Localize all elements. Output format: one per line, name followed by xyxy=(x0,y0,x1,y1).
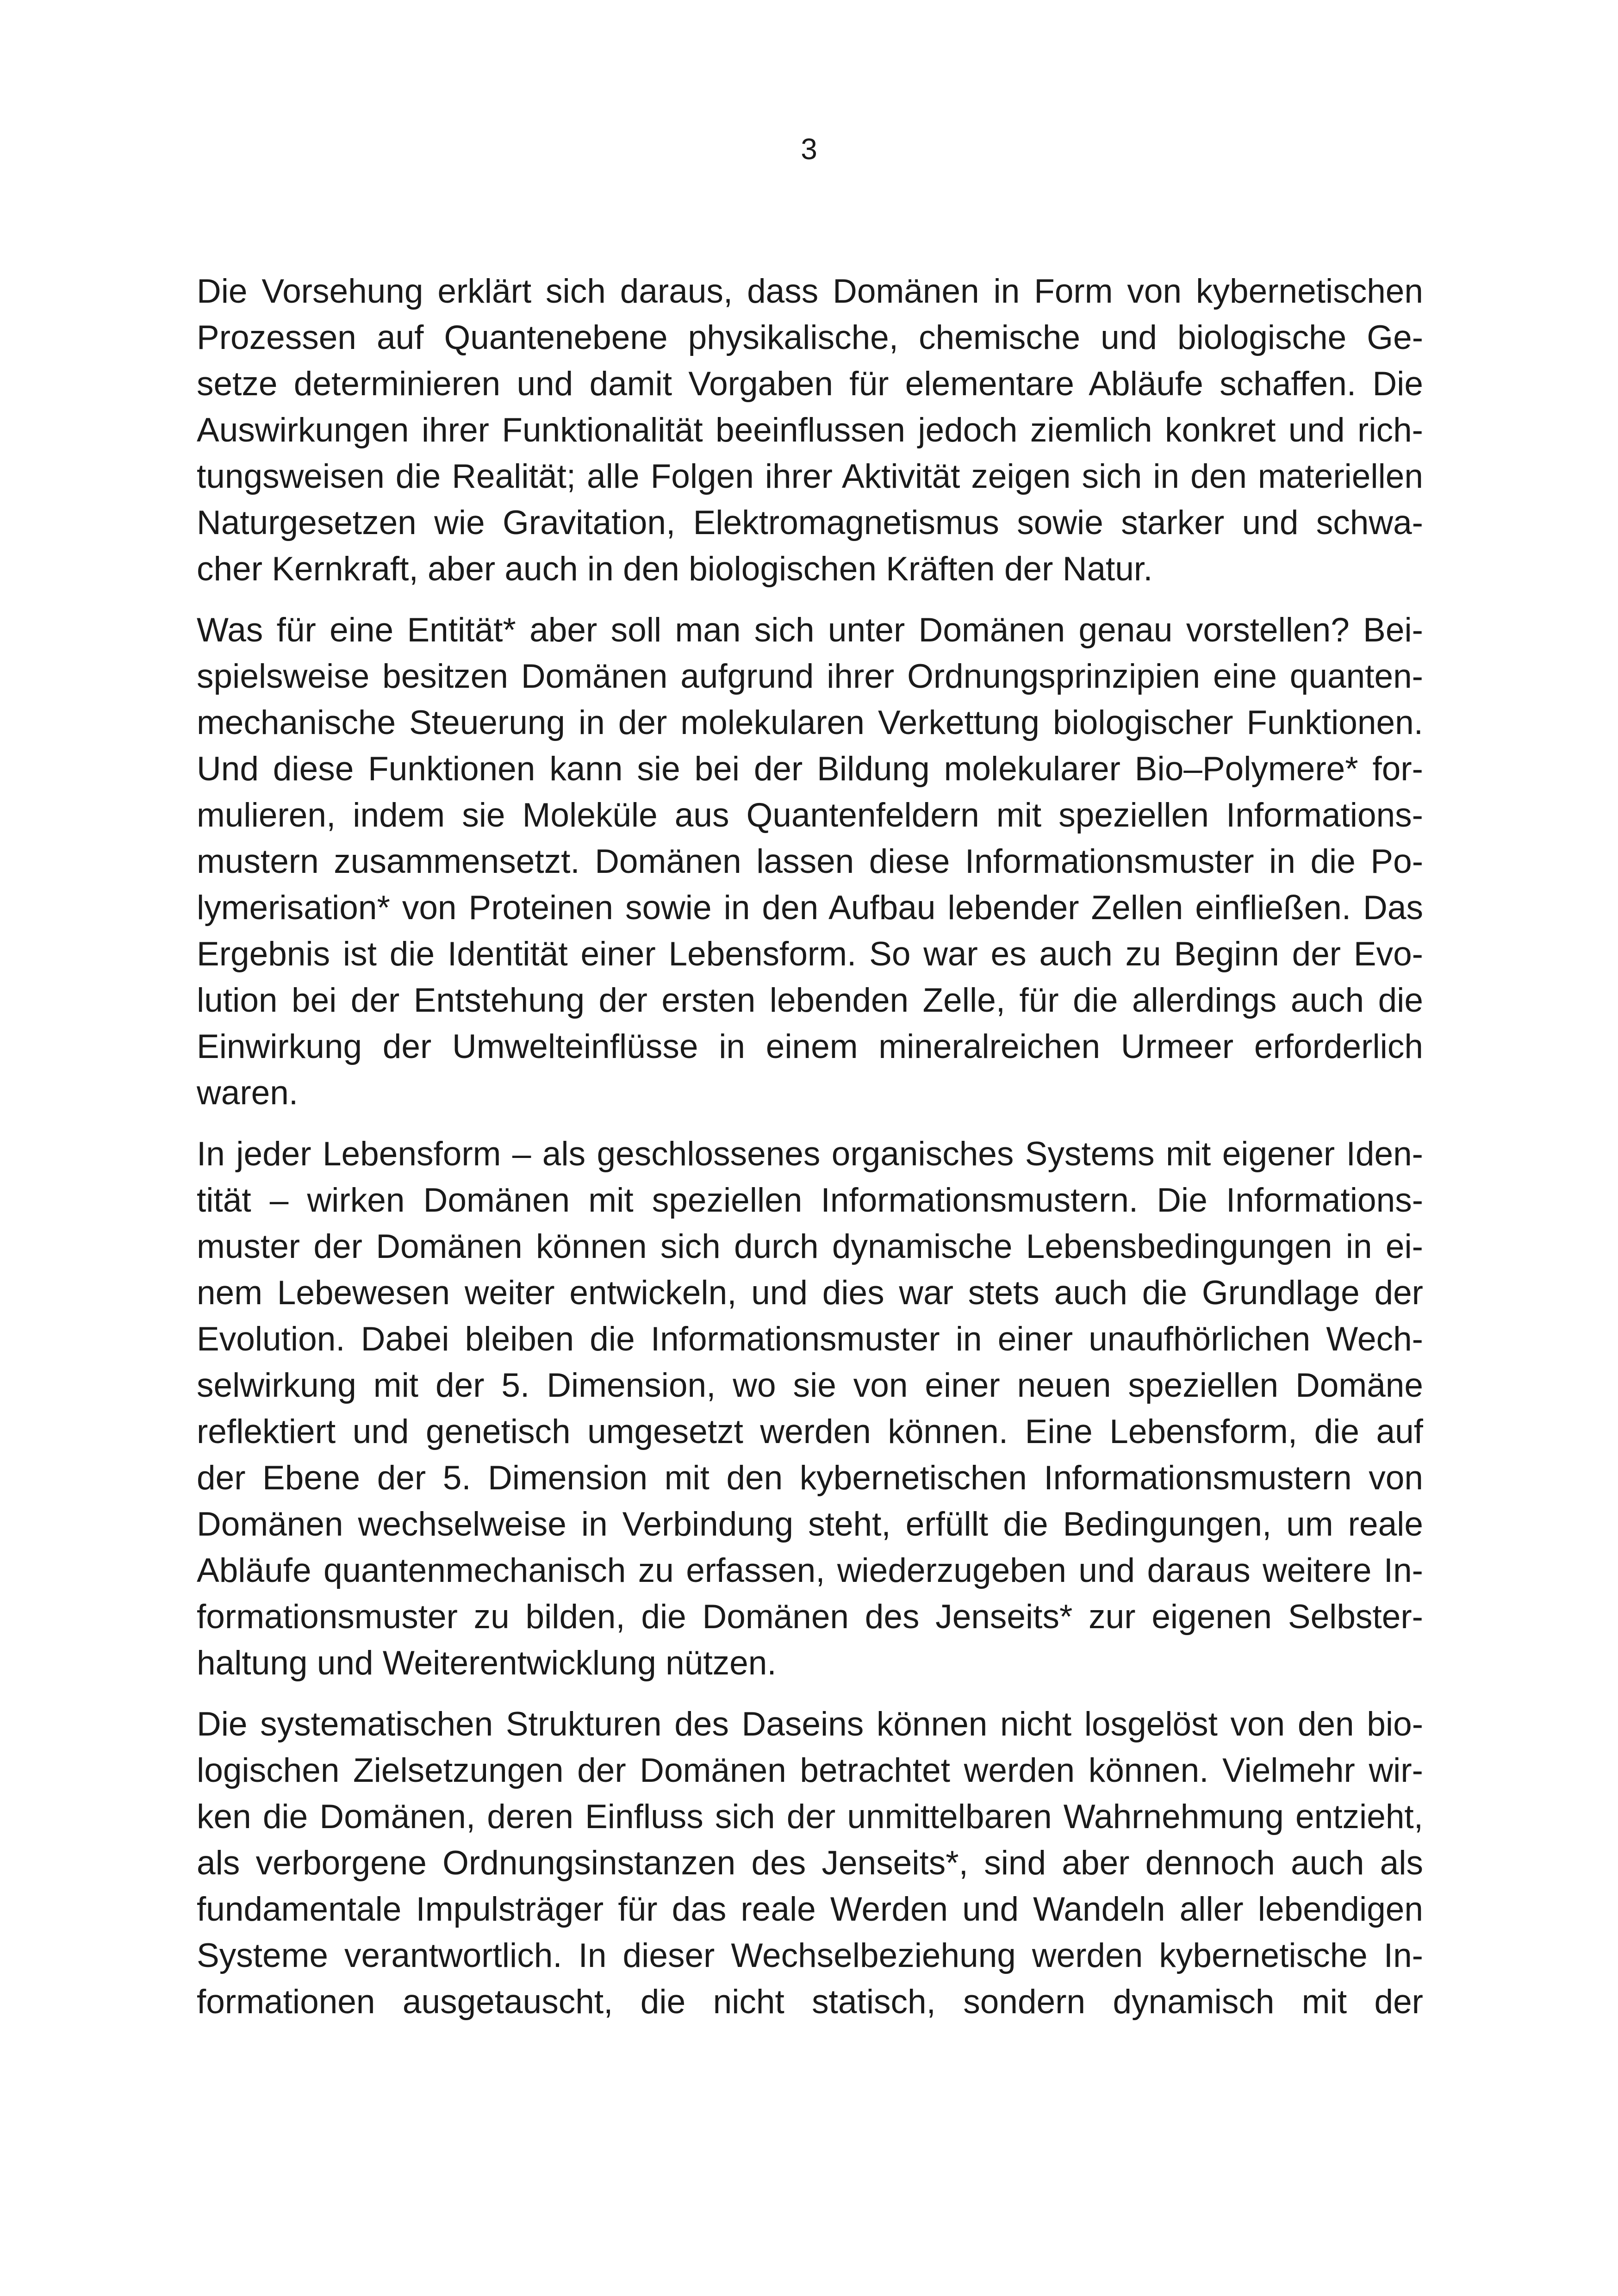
text-line: der Ebene der 5. Dimension mit den kybernetischen Informationsmustern von xyxy=(197,1459,1423,1497)
text-line: fundamentale Impulsträger für das reale Werden und Wandeln aller lebendigen xyxy=(197,1891,1423,1928)
text-line: Was für eine Entität* aber soll man sich unter Domänen genau vorstellen? Bei- xyxy=(197,611,1423,649)
text-line: haltung und Weiterentwicklung nützen. xyxy=(197,1644,777,1682)
text-line: Systeme verantwortlich. In dieser Wechselbeziehung werden kybernetische In- xyxy=(197,1937,1423,1974)
text-line: selwirkung mit der 5. Dimension, wo sie von einer neuen speziellen Domäne xyxy=(197,1367,1423,1404)
text-line: Und diese Funktionen kann sie bei der Bildung molekularer Bio–Polymere* for- xyxy=(197,750,1423,788)
text-line: cher Kernkraft, aber auch in den biologischen Kräften der Natur. xyxy=(197,550,1153,588)
text-line: Die Vorsehung erklärt sich daraus, dass Domänen in Form von kybernetischen xyxy=(197,273,1423,310)
text-line: In jeder Lebensform – als geschlossenes organisches Systems mit eigener Iden- xyxy=(197,1135,1423,1173)
text-line: mechanische Steuerung in der molekularen Verkettung biologischer Funktionen. xyxy=(197,704,1423,741)
text-line: Domänen wechselweise in Verbindung steht, erfüllt die Bedingungen, um reale xyxy=(197,1506,1423,1543)
text-line: Die systematischen Strukturen des Daseins können nicht losgelöst von den bio- xyxy=(197,1705,1423,1743)
text-line: Abläufe quantenmechanisch zu erfassen, wiederzugeben und daraus weitere In- xyxy=(197,1552,1423,1589)
text-line: als verborgene Ordnungsinstanzen des Jenseits*, sind aber dennoch auch als xyxy=(197,1844,1423,1882)
text-line: lution bei der Entstehung der ersten lebenden Zelle, für die allerdings auch die xyxy=(197,982,1423,1019)
paragraph-2 xyxy=(197,607,1423,1116)
text-line: lymerisation* von Proteinen sowie in den Aufbau lebender Zellen einfließen. Das xyxy=(197,889,1423,927)
paragraph-3 xyxy=(197,1131,1423,1686)
text-line: ken die Domänen, deren Einfluss sich der unmittelbaren Wahrnehmung entzieht, xyxy=(197,1798,1423,1836)
text-line: spielsweise besitzen Domänen aufgrund ihrer Ordnungsprinzipien eine quanten- xyxy=(197,658,1423,695)
paragraph-1 xyxy=(197,268,1423,592)
text-line: Auswirkungen ihrer Funktionalität beeinflussen jedoch ziemlich konkret und rich- xyxy=(197,411,1423,449)
text-line: Naturgesetzen wie Gravitation, Elektromagnetismus sowie starker und schwa- xyxy=(197,504,1423,541)
text-line: waren. xyxy=(197,1074,299,1112)
text-line: logischen Zielsetzungen der Domänen betrachtet werden können. Vielmehr wir- xyxy=(197,1752,1423,1789)
text-line: tungsweisen die Realität; alle Folgen ihrer Aktivität zeigen sich in den materiellen xyxy=(197,458,1423,495)
paragraph-4 xyxy=(197,1701,1423,2025)
page-number: 3 xyxy=(801,132,817,166)
text-line: tität – wirken Domänen mit speziellen Informationsmustern. Die Informations- xyxy=(197,1182,1423,1219)
text-line: mustern zusammensetzt. Domänen lassen diese Informationsmuster in die Po- xyxy=(197,843,1423,880)
text-line: nem Lebewesen weiter entwickeln, und dies war stets auch die Grundlage der xyxy=(197,1274,1423,1312)
text-line: setze determinieren und damit Vorgaben für elementare Abläufe schaffen. Die xyxy=(197,365,1423,403)
text-line: Evolution. Dabei bleiben die Informationsmuster in einer unaufhörlichen Wech- xyxy=(197,1320,1423,1358)
body-text xyxy=(197,268,1423,2040)
text-line: formationsmuster zu bilden, die Domänen des Jenseits* zur eigenen Selbster- xyxy=(197,1598,1423,1636)
text-line: reflektiert und genetisch umgesetzt werden können. Eine Lebensform, die auf xyxy=(197,1413,1423,1450)
text-line: mulieren, indem sie Moleküle aus Quantenfeldern mit speziellen Informations- xyxy=(197,796,1423,834)
text-line: formationen ausgetauscht, die nicht statisch, sondern dynamisch mit der xyxy=(197,1983,1423,2021)
text-line: Prozessen auf Quantenebene physikalische, chemische und biologische Ge- xyxy=(197,319,1423,356)
text-line: muster der Domänen können sich durch dynamische Lebensbedingungen in ei- xyxy=(197,1228,1423,1265)
text-line: Ergebnis ist die Identität einer Lebensform. So war es auch zu Beginn der Evo- xyxy=(197,935,1423,973)
text-line: Einwirkung der Umwelteinflüsse in einem mineralreichen Urmeer erforderlich xyxy=(197,1028,1423,1065)
